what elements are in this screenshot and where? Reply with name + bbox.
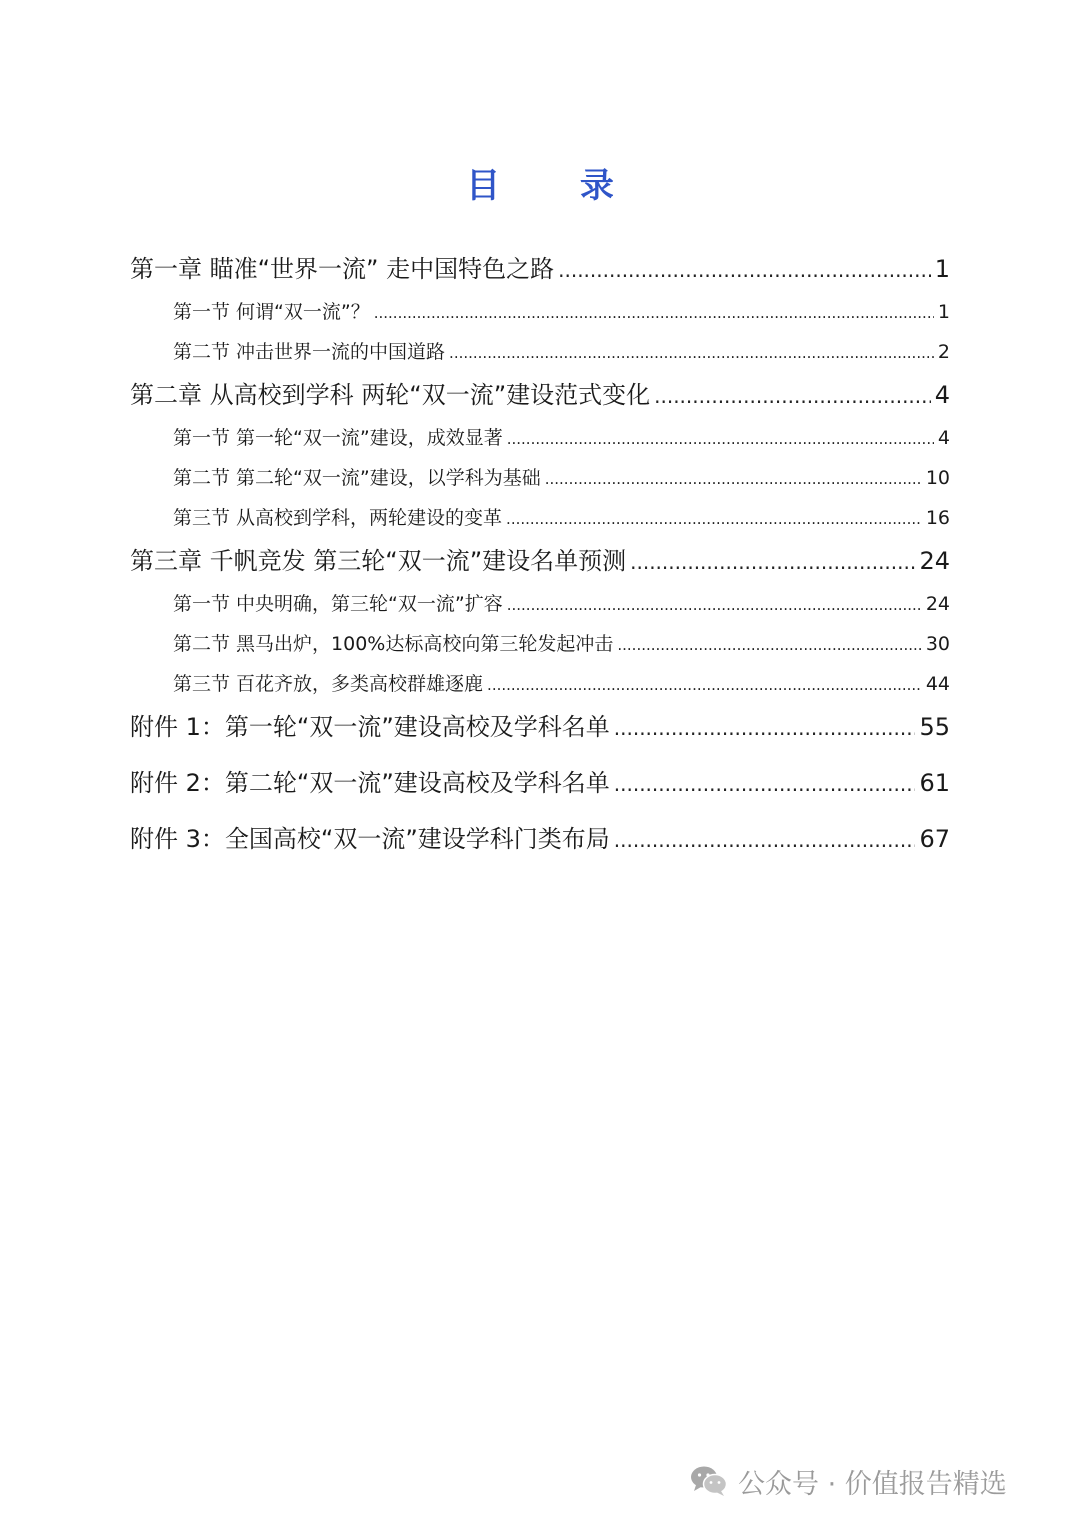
toc-page-number: 30 xyxy=(925,633,950,655)
dot-leader xyxy=(487,665,922,705)
toc-page-number: 55 xyxy=(919,713,950,741)
toc-page-number: 24 xyxy=(925,593,950,615)
dot-leader xyxy=(506,499,922,539)
toc-section-2-1[interactable] xyxy=(130,418,950,458)
toc-appendix-2[interactable] xyxy=(130,760,950,806)
toc-chapter-3[interactable] xyxy=(130,538,950,584)
dot-leader xyxy=(374,293,934,333)
dot-leader xyxy=(654,373,931,419)
dot-leader xyxy=(449,333,934,373)
wechat-icon xyxy=(690,1465,728,1497)
toc-section-2-2[interactable] xyxy=(130,458,950,498)
toc-entry-label: 第一节 中央明确，第三轮“双一流”扩容 xyxy=(173,593,503,615)
toc-entry-label: 第二节 黑马出炉，100%达标高校向第三轮发起冲击 xyxy=(173,633,614,655)
spacer xyxy=(130,750,950,760)
toc-entry-label: 第二节 冲击世界一流的中国道路 xyxy=(173,341,446,363)
toc-section-2-3[interactable] xyxy=(130,498,950,538)
table-of-contents xyxy=(130,246,950,862)
spacer xyxy=(130,806,950,816)
toc-page-number: 2 xyxy=(937,341,950,363)
toc-entry-label: 附件 1：第一轮“双一流”建设高校及学科名单 xyxy=(130,713,610,741)
dot-leader xyxy=(614,705,916,751)
toc-chapter-1[interactable] xyxy=(130,246,950,292)
watermark-text: 公众号 · 价值报告精选 xyxy=(738,1468,1007,1500)
dot-leader xyxy=(507,585,922,625)
toc-entry-label: 第三节 从高校到学科，两轮建设的变革 xyxy=(173,507,503,529)
toc-page-number: 10 xyxy=(925,467,950,489)
toc-entry-label: 第二节 第二轮“双一流”建设，以学科为基础 xyxy=(173,467,541,489)
toc-page-number: 4 xyxy=(934,381,950,409)
watermark xyxy=(690,1461,1007,1501)
toc-section-3-1[interactable] xyxy=(130,584,950,624)
toc-entry-label: 第一章 瞄准“世界一流” 走中国特色之路 xyxy=(130,255,555,283)
toc-appendix-3[interactable] xyxy=(130,816,950,862)
toc-section-3-3[interactable] xyxy=(130,664,950,704)
toc-entry-label: 第一节 何谓“双一流”？ xyxy=(173,301,370,323)
dot-leader xyxy=(617,625,921,665)
toc-entry-label: 附件 2：第二轮“双一流”建设高校及学科名单 xyxy=(130,769,610,797)
toc-entry-label: 附件 3：全国高校“双一流”建设学科门类布局 xyxy=(130,825,610,853)
toc-page-number: 67 xyxy=(919,825,950,853)
dot-leader xyxy=(614,761,916,807)
toc-section-3-2[interactable] xyxy=(130,624,950,664)
dot-leader xyxy=(630,539,915,585)
dot-leader xyxy=(545,459,922,499)
toc-section-1-2[interactable] xyxy=(130,332,950,372)
toc-chapter-2[interactable] xyxy=(130,372,950,418)
toc-appendix-1[interactable] xyxy=(130,704,950,750)
toc-page-number: 61 xyxy=(919,769,950,797)
toc-page-number: 44 xyxy=(925,673,950,695)
toc-entry-label: 第三节 百花齐放，多类高校群雄逐鹿 xyxy=(173,673,484,695)
toc-section-1-1[interactable] xyxy=(130,292,950,332)
toc-entry-label: 第二章 从高校到学科 两轮“双一流”建设范式变化 xyxy=(130,381,651,409)
toc-entry-label: 第一节 第一轮“双一流”建设，成效显著 xyxy=(173,427,503,449)
dot-leader xyxy=(507,419,934,459)
toc-page-number: 1 xyxy=(937,301,950,323)
page-title: 目 录 xyxy=(466,166,648,206)
dot-leader xyxy=(558,247,931,293)
toc-entry-label: 第三章 千帆竞发 第三轮“双一流”建设名单预测 xyxy=(130,547,627,575)
toc-page-number: 4 xyxy=(937,427,950,449)
dot-leader xyxy=(614,817,916,863)
toc-page-number: 1 xyxy=(934,255,950,283)
toc-page-number: 16 xyxy=(925,507,950,529)
toc-page-number: 24 xyxy=(919,547,950,575)
